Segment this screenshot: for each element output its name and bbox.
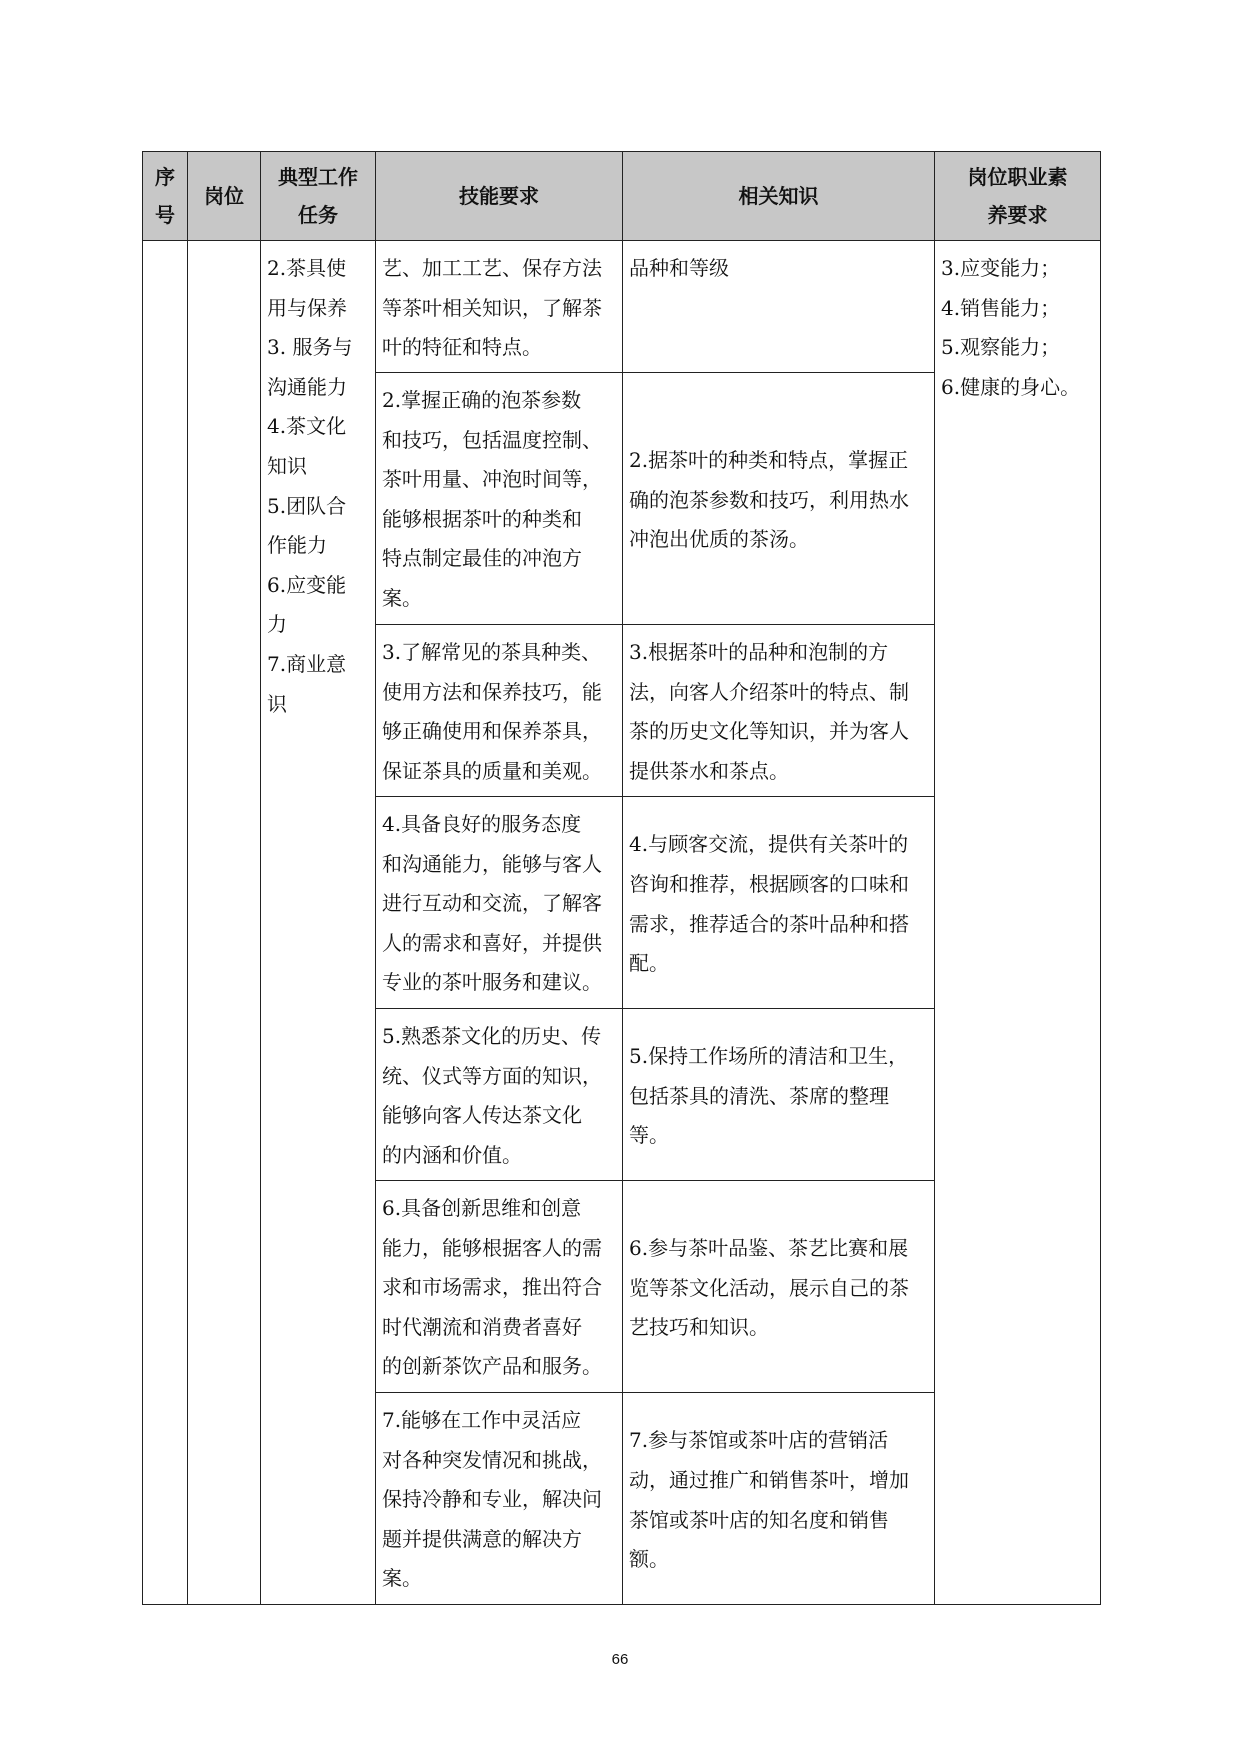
cell-knowledge — [623, 241, 935, 373]
header-skills: 技能要求 — [376, 152, 623, 241]
knowledge-text: 3.根据茶叶的品种和泡制的方 法，向客人介绍茶叶的特点、制 茶的历史文化等知识，并为客人 提供茶水和茶点。 — [629, 640, 909, 783]
page-number: 66 — [611, 1651, 629, 1668]
knowledge-text: 6.参与茶叶品鉴、茶艺比赛和展 览等茶文化活动，展示自己的茶 艺技巧和知识。 — [629, 1236, 909, 1340]
knowledge-text: 品种和等级 — [629, 256, 729, 280]
table-row — [143, 241, 1101, 373]
table-header-row — [143, 152, 1101, 241]
knowledge-text: 4.与顾客交流，提供有关茶叶的 咨询和推荐，根据顾客的口味和 需求，推荐适合的茶叶品种和搭 配。 — [629, 832, 909, 976]
cell-knowledge — [623, 373, 935, 625]
header-qualities: 岗位职业素 养要求 — [935, 152, 1101, 241]
skill-text: 艺、加工工艺、保存方法 等茶叶相关知识，了解茶 叶的特征和特点。 — [382, 256, 602, 360]
cell-skill — [376, 797, 623, 1009]
cell-knowledge — [623, 1009, 935, 1181]
cell-skill — [376, 625, 623, 797]
header-post: 岗位 — [188, 152, 261, 241]
cell-knowledge — [623, 1393, 935, 1605]
header-no: 序 号 — [143, 152, 188, 241]
header-tasks: 典型工作 任务 — [261, 152, 376, 241]
cell-skill — [376, 241, 623, 373]
cell-skill — [376, 1181, 623, 1393]
skill-text: 4.具备良好的服务态度 和沟通能力，能够与客人 进行互动和交流，了解客 人的需求和喜好，并提供 专业的茶叶服务和建议。 — [382, 812, 602, 995]
header-knowledge: 相关知识 — [623, 152, 935, 241]
knowledge-text: 7.参与茶馆或茶叶店的营销活 动，通过推广和销售茶叶，增加 茶馆或茶叶店的知名度和销售 额。 — [629, 1428, 909, 1572]
cell-skill — [376, 373, 623, 625]
skill-text: 5.熟悉茶文化的历史、传 统、仪式等方面的知识， 能够向客人传达茶文化 的内涵和价值。 — [382, 1024, 602, 1167]
cell-knowledge — [623, 1181, 935, 1393]
cell-skill — [376, 1393, 623, 1605]
skill-text: 3.了解常见的茶具种类、 使用方法和保养技巧，能 够正确使用和保养茶具， 保证茶具的质量和美观。 — [382, 640, 602, 783]
knowledge-text: 5.保持工作场所的清洁和卫生， 包括茶具的清洗、茶席的整理 等。 — [629, 1044, 909, 1148]
knowledge-text: 2.据茶叶的种类和特点，掌握正 确的泡茶参数和技巧，利用热水 冲泡出优质的茶汤。 — [629, 448, 909, 552]
skill-text: 2.掌握正确的泡茶参数 和技巧，包括温度控制、 茶叶用量、冲泡时间等， 能够根据茶叶的种类和 特点制定最佳的冲泡方 案。 — [382, 388, 602, 610]
cell-no — [143, 241, 188, 1605]
cell-qualities — [935, 241, 1101, 1605]
tasks-text: 2.茶具使 用与保养 3. 服务与 沟通能力 4.茶文化 知识 5.团队合 作能力 6.应变能 力 7.商业意 识 — [267, 256, 353, 716]
cell-tasks — [261, 241, 376, 1605]
cell-post — [188, 241, 261, 1605]
cell-knowledge — [623, 797, 935, 1009]
cell-skill — [376, 1009, 623, 1181]
cell-knowledge — [623, 625, 935, 797]
skill-text: 6.具备创新思维和创意 能力，能够根据客人的需 求和市场需求，推出符合 时代潮流和消费者喜好 的创新茶饮产品和服务。 — [382, 1196, 602, 1379]
job-skills-table — [142, 151, 1101, 1605]
skill-text: 7.能够在工作中灵活应 对各种突发情况和挑战， 保持冷静和专业，解决问 题并提供满意的解决方 案。 — [382, 1408, 602, 1591]
qualities-text: 3.应变能力； 4.销售能力； 5.观察能力； 6.健康的身心。 — [941, 256, 1081, 399]
